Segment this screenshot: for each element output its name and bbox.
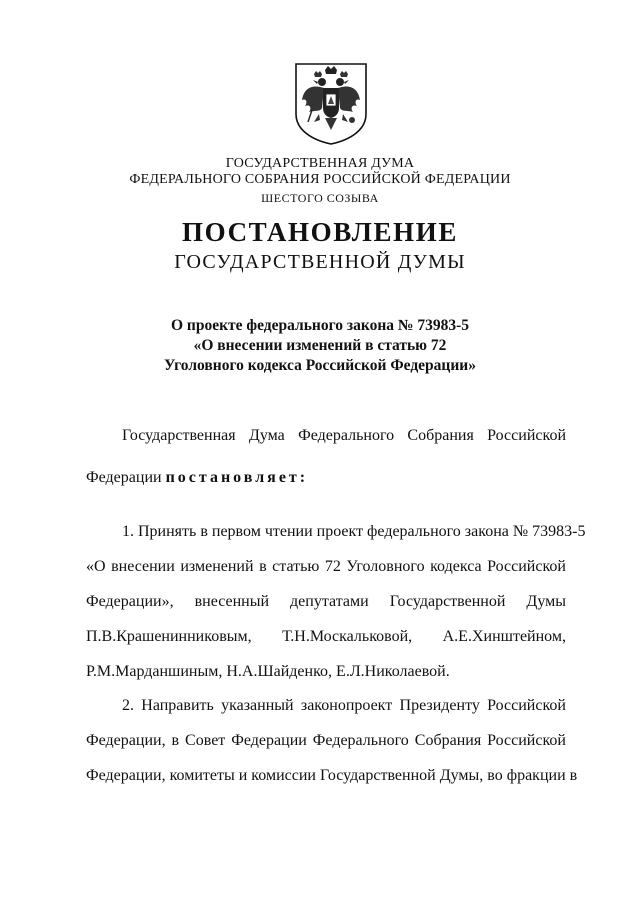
org-name-line2: ФЕДЕРАЛЬНОГО СОБРАНИЯ РОССИЙСКОЙ ФЕДЕРАЦИИ	[129, 172, 511, 187]
document-type-title: ПОСТАНОВЛЕНИЕ	[182, 217, 458, 247]
document-subject	[150, 316, 490, 376]
subject-line3: Уголовного кодекса Российской Федерации»	[164, 357, 476, 374]
convocation-label: ШЕСТОГО СОЗЫВА	[261, 191, 379, 205]
item1-line2: «О внесении изменений в статью 72 Уголовного кодекса Российской	[86, 558, 566, 575]
preamble-line2-start: Федерации	[86, 469, 166, 486]
preamble-line2	[86, 470, 566, 486]
item2-line2: Федерации, в Совет Федерации Федерального Собрания Российской	[86, 732, 566, 749]
item1-line1: 1. Принять в первом чтении проект федерального закона № 73983-5	[122, 523, 586, 540]
item2-line1: 2. Направить указанный законопроект Президенту Российской	[122, 697, 566, 714]
document-issuer-subtitle: ГОСУДАРСТВЕННОЙ ДУМЫ	[174, 251, 466, 273]
resolve-verb: постановляет:	[165, 469, 309, 486]
russian-coat-of-arms-icon	[292, 60, 370, 146]
item2-line3: Федерации, комитеты и комиссии Государственной Думы, во фракции в	[86, 767, 578, 784]
org-name-line1: ГОСУДАРСТВЕННАЯ ДУМА	[225, 156, 415, 171]
subject-line2: «О внесении изменений в статью 72	[193, 337, 447, 354]
subject-line1: О проекте федерального закона № 73983-5	[170, 317, 469, 334]
item1-line3: Федерации», внесенный депутатами Государственной Думы	[86, 593, 566, 610]
item1-line4: П.В.Крашенинниковым, Т.Н.Москальковой, А.Е.Хинштейном,	[86, 628, 566, 645]
item1-line5: Р.М.Марданшиным, Н.А.Шайденко, Е.Л.Николаевой.	[86, 663, 450, 680]
preamble-line1: Государственная Дума Федерального Собрания Российской	[122, 427, 566, 444]
